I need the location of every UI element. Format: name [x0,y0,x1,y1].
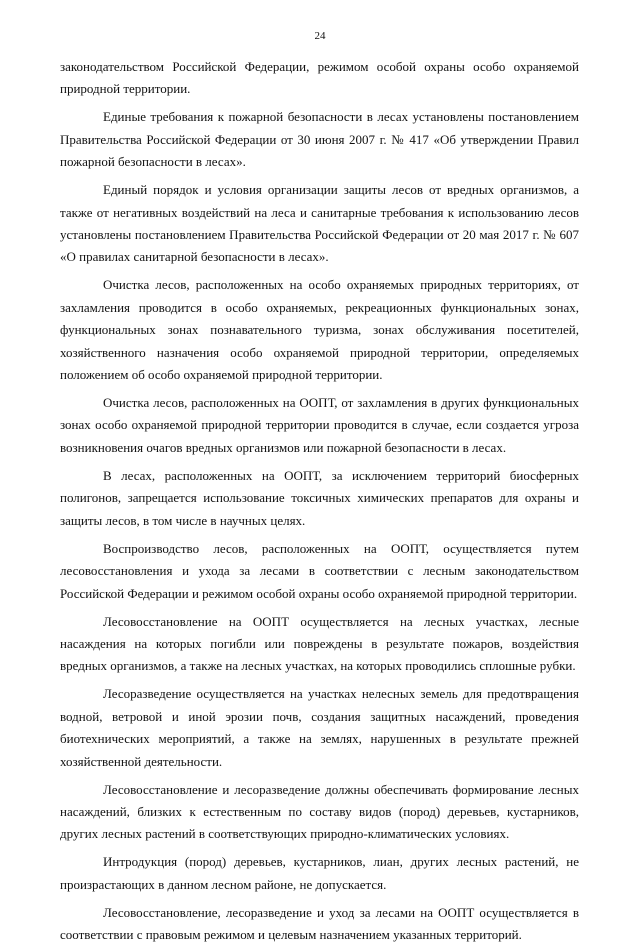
paragraph-stand-formation: Лесовосстановление и лесоразведение должны обеспечивать формирование лесных насаждений, близких к естественным по составу видов (пород) деревьев, кустарников, других лесных растений в соответствующих природно-климатических условиях. [60,781,579,842]
paragraph-fire-safety: Единые требования к пожарной безопасности в лесах установлены постановлением Правительства Российской Федерации от 30 июня 2007 г. № 417 «Об утверждении Правил пожарной безопасности в лесах». [60,109,579,170]
paragraph-forest-protection: Единый порядок и условия организации защиты лесов от вредных организмов, а также от негативных воздействий на леса и санитарные требования к использованию лесов установлены постановлением Правительства Российской Федерации от 20 мая 2017 г. № 607 «О правилах санитарной безопасности в лесах». [60,182,579,265]
document-body [60,56,579,952]
paragraph-legal-regime: Лесовосстановление, лесоразведение и уход за лесами на ООПТ осуществляется в соответствии с правовым режимом и целевым назначением указанных территорий. [60,904,579,943]
paragraph-cleaning-other-zones: Очистка лесов, расположенных на ООПТ, от захламления в других функциональных зонах особо охраняемой природной территории проводится в случае, если создается угроза возникновения очагов вредных организмов или пожарной безопасности в лесах. [60,395,579,455]
paragraph-cleaning-zones: Очистка лесов, расположенных на особо охраняемых природных территориях, от захламления проводится в особо охраняемых, рекреационных функциональных зонах, функциональных зонах познавательного туризма, зонах обслуживания посетителей, хозяйственного назначения особо охраняемой природной территории, определяемых положением об особо охраняемой природной территории. [60,277,579,383]
paragraph-reproduction: Воспроизводство лесов, расположенных на ООПТ, осуществляется путем лесовосстановления и ухода за лесами в соответствии с лесным законодательством Российской Федерации и режимом особой охраны особо охраняемой природной территории. [60,540,579,601]
paragraph-continuation: законодательством Российской Федерации, режимом особой охраны особо охраняемой природной территории. [60,59,579,97]
paragraph-toxic-chemicals: В лесах, расположенных на ООПТ, за исключением территорий биосферных полигонов, запрещается использование токсичных химических препаратов для охраны и защиты лесов, в том числе в научных целях. [60,467,579,528]
paragraph-introduction: Интродукция (пород) деревьев, кустарников, лиан, других лесных растений, не произрастающих в данном лесном районе, не допускается. [60,854,579,892]
paragraph-reforestation: Лесовосстановление на ООПТ осуществляется на лесных участках, лесные насаждения на которых погибли или повреждены в результате пожаров, воздействия вредных организмов, а также на лесных участках, на которых проводились сплошные рубки. [60,613,579,674]
paragraph-afforestation: Лесоразведение осуществляется на участках нелесных земель для предотвращения водной, ветровой и иной эрозии почв, создания защитных насаждений, проведения биотехнических мероприятий, а также на землях, нарушенных в результате прежней хозяйственной деятельности. [60,686,579,769]
page-number: 24 [314,30,326,42]
